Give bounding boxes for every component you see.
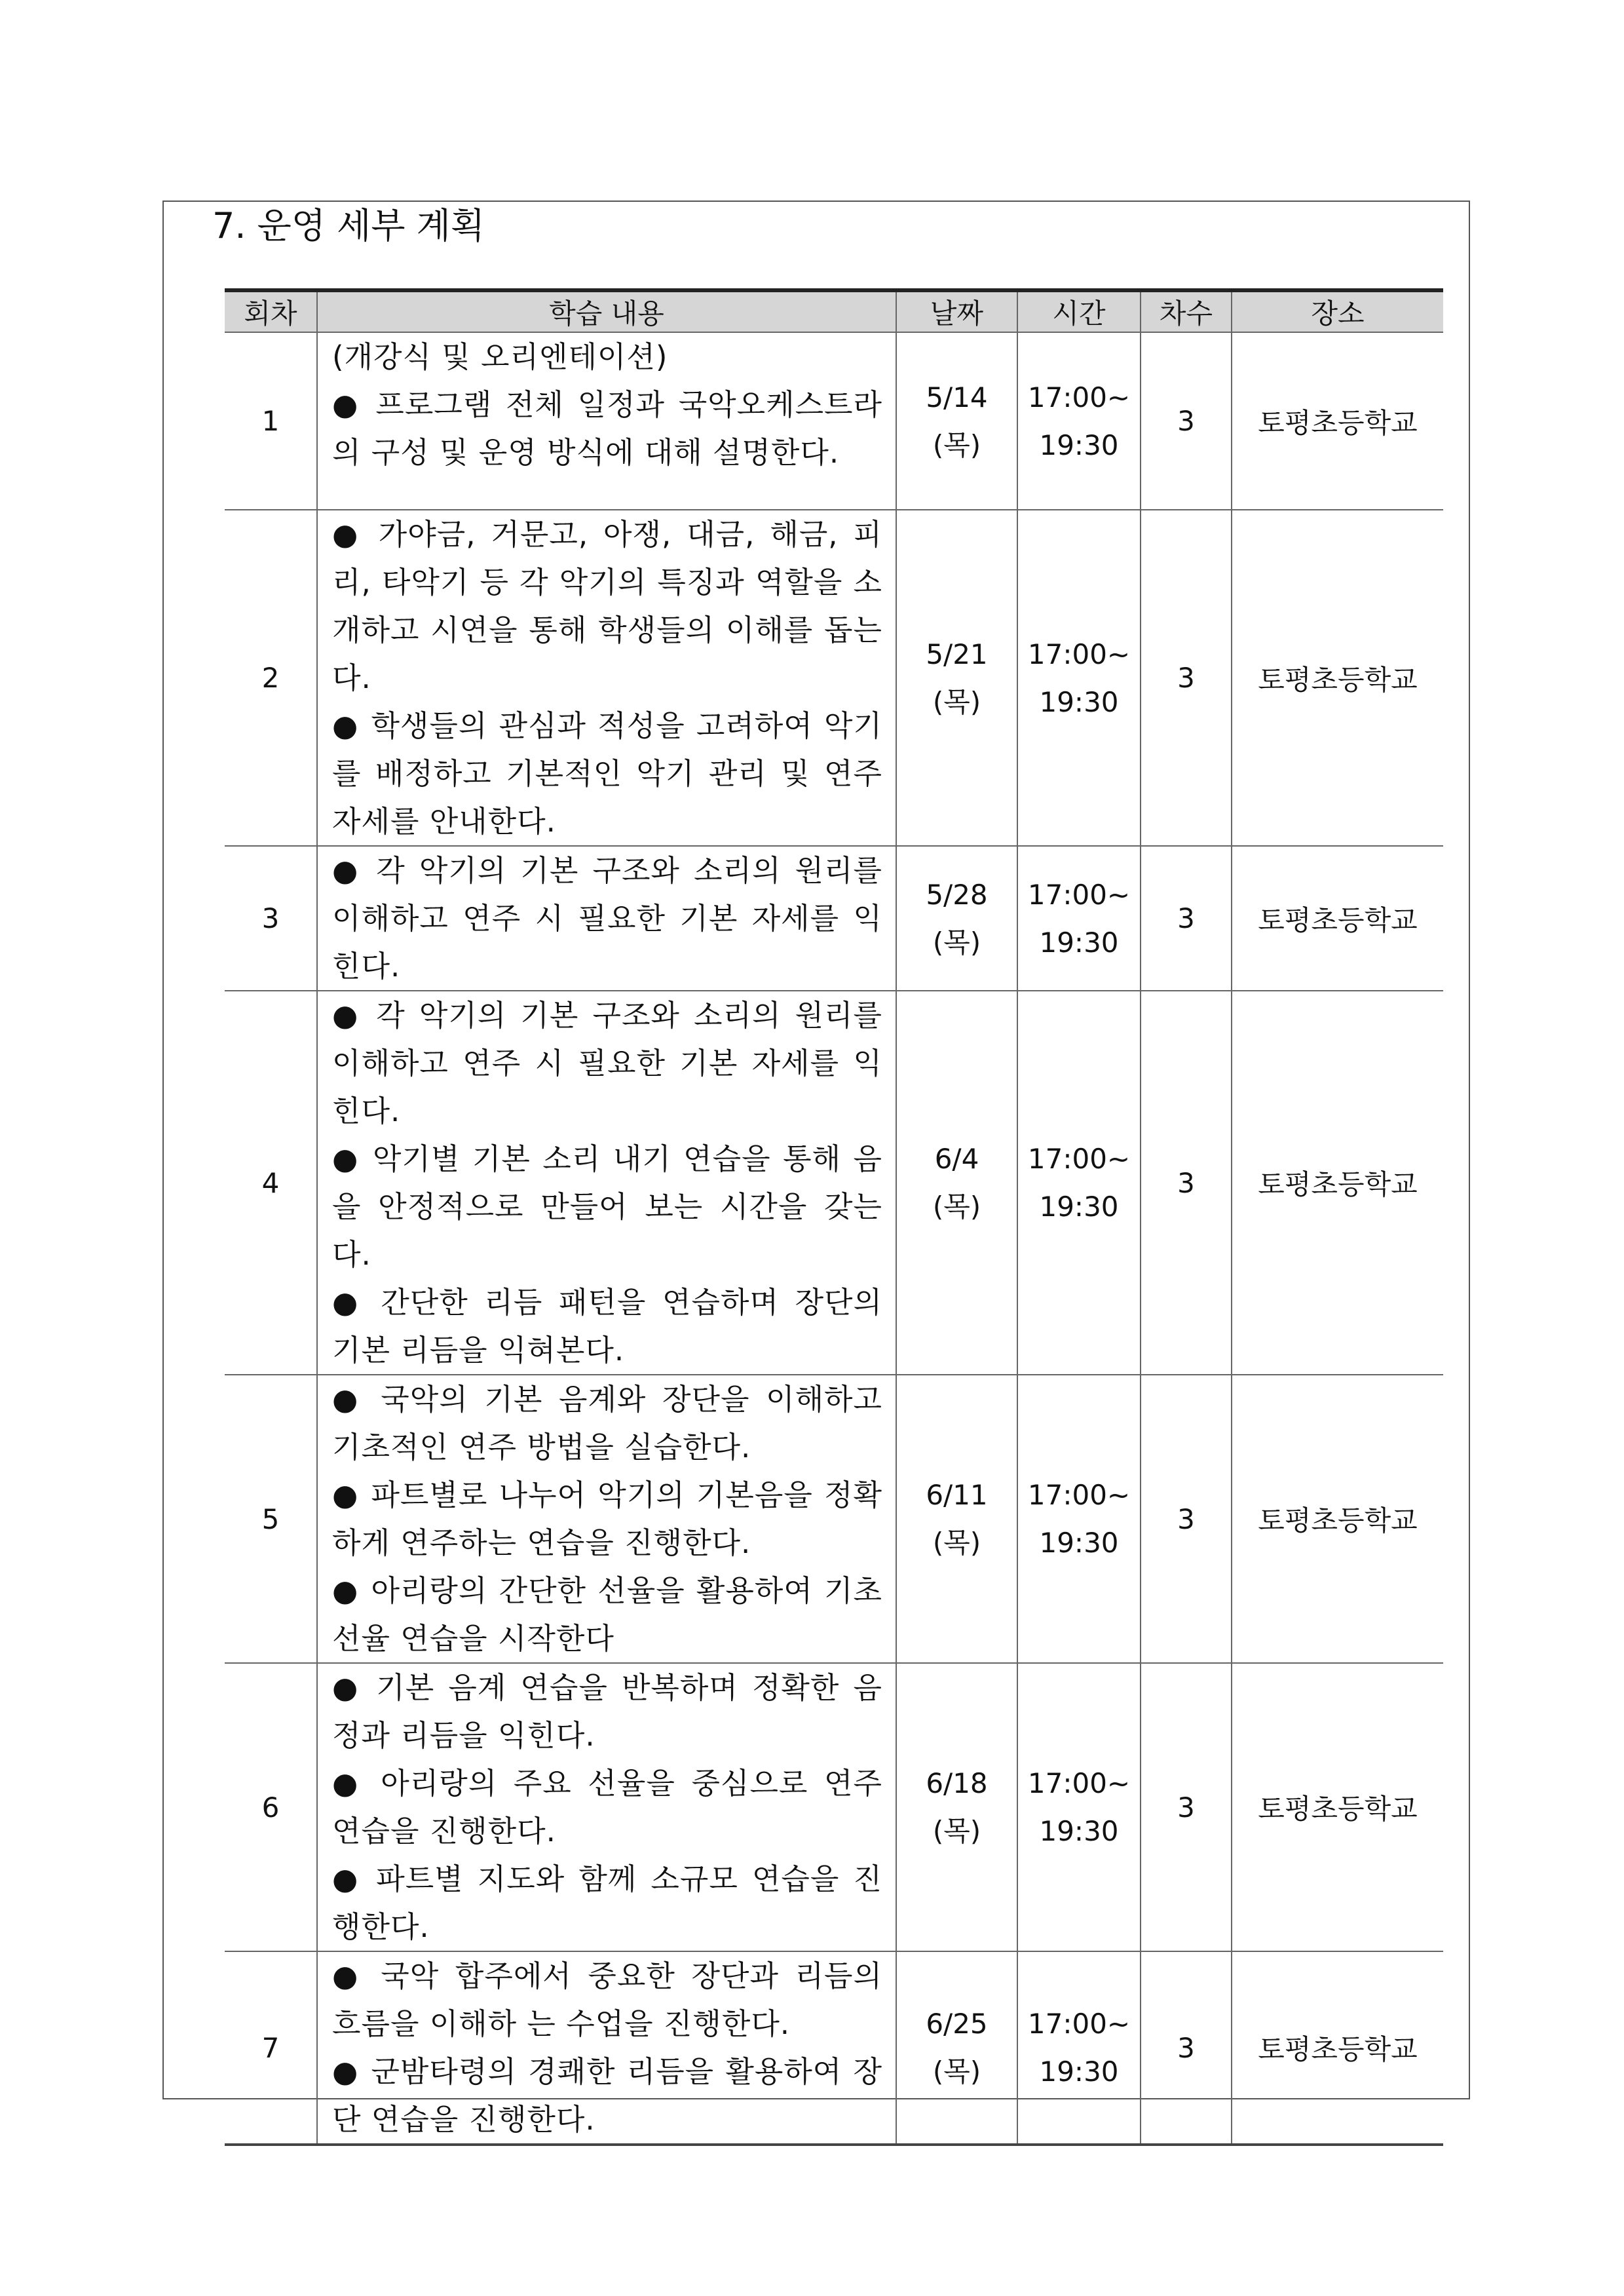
- content-cell: [317, 1951, 896, 2145]
- order-cell: 3: [1141, 1951, 1232, 2145]
- section-title: 7. 운영 세부 계획: [212, 205, 485, 246]
- time-cell: 17:00~ 19:30: [1017, 991, 1141, 1375]
- content-cell: [317, 332, 896, 510]
- content-paragraph: ● 학생들의 관심과 적성을 고려하여 악기를 배정하고 기본적인 악기 관리 및 연주 자세를 안내한다.: [332, 708, 882, 839]
- header-order: 차수: [1141, 290, 1232, 332]
- place-cell: 토평초등학교: [1232, 510, 1443, 846]
- date-cell: 6/25 (목): [896, 1951, 1017, 2145]
- session-cell: 5: [225, 1375, 317, 1663]
- place-cell: 토평초등학교: [1232, 1951, 1443, 2145]
- session-cell: 6: [225, 1663, 317, 1951]
- table-row: [225, 846, 1443, 991]
- content-paragraph: ● 파트별로 나누어 악기의 기본음을 정확하게 연주하는 연습을 진행한다.: [332, 1478, 882, 1560]
- content-paragraph: ● 국악 합주에서 중요한 장단과 리듬의 흐름을 이해하 는 수업을 진행한다.: [332, 1959, 882, 2041]
- header-place: 장소: [1232, 290, 1443, 332]
- time-cell: 17:00~ 19:30: [1017, 1375, 1141, 1663]
- content-paragraph: ● 악기별 기본 소리 내기 연습을 통해 음을 안정적으로 만들어 보는 시간을 갖는다.: [332, 1141, 882, 1272]
- table-header-row: [225, 290, 1443, 332]
- date-cell: 5/21 (목): [896, 510, 1017, 846]
- content-cell: [317, 846, 896, 991]
- content-cell: [317, 1375, 896, 1663]
- place-cell: 토평초등학교: [1232, 1375, 1443, 1663]
- order-cell: 3: [1141, 1663, 1232, 1951]
- content-paragraph: ● 기본 음계 연습을 반복하며 정확한 음정과 리듬을 익힌다.: [332, 1670, 882, 1753]
- content-cell: [317, 991, 896, 1375]
- table-row: [225, 1951, 1443, 2145]
- header-session: 회차: [225, 290, 317, 332]
- table-row: [225, 332, 1443, 510]
- order-cell: 3: [1141, 332, 1232, 510]
- place-cell: 토평초등학교: [1232, 332, 1443, 510]
- content-cell: [317, 510, 896, 846]
- place-cell: 토평초등학교: [1232, 991, 1443, 1375]
- table-row: [225, 991, 1443, 1375]
- date-cell: 6/18 (목): [896, 1663, 1017, 1951]
- order-cell: 3: [1141, 991, 1232, 1375]
- header-content: 학습 내용: [317, 290, 896, 332]
- content-paragraph: ● 각 악기의 기본 구조와 소리의 원리를 이해하고 연주 시 필요한 기본 자세를 익힌다.: [332, 853, 882, 984]
- order-cell: 3: [1141, 1375, 1232, 1663]
- content-paragraph: ● 프로그램 전체 일정과 국악오케스트라의 구성 및 운영 방식에 대해 설명한다.: [332, 387, 882, 470]
- date-cell: 5/14 (목): [896, 332, 1017, 510]
- time-cell: 17:00~ 19:30: [1017, 510, 1141, 846]
- content-paragraph: ● 아리랑의 간단한 선율을 활용하여 기초 선율 연습을 시작한다: [332, 1573, 882, 1656]
- date-cell: 6/11 (목): [896, 1375, 1017, 1663]
- content-paragraph: ● 가야금, 거문고, 아쟁, 대금, 해금, 피리, 타악기 등 각 악기의 특징과 역할을 소개하고 시연을 통해 학생들의 이해를 돕는다.: [332, 517, 882, 695]
- place-cell: 토평초등학교: [1232, 846, 1443, 991]
- session-cell: 2: [225, 510, 317, 846]
- time-cell: 17:00~ 19:30: [1017, 332, 1141, 510]
- content-paragraph: ● 군밤타령의 경쾌한 리듬을 활용하여 장단 연습을 진행한다.: [332, 2054, 882, 2137]
- session-cell: 4: [225, 991, 317, 1375]
- place-cell: 토평초등학교: [1232, 1663, 1443, 1951]
- order-cell: 3: [1141, 510, 1232, 846]
- content-paragraph: ● 국악의 기본 음계와 장단을 이해하고 기초적인 연주 방법을 실습한다.: [332, 1382, 882, 1464]
- time-cell: 17:00~ 19:30: [1017, 1951, 1141, 2145]
- table-row: [225, 510, 1443, 846]
- content-cell: [317, 1663, 896, 1951]
- content-paragraph: ● 아리랑의 주요 선율을 중심으로 연주 연습을 진행한다.: [332, 1766, 882, 1848]
- content-paragraph: (개강식 및 오리엔테이션): [332, 339, 668, 374]
- order-cell: 3: [1141, 846, 1232, 991]
- date-cell: 5/28 (목): [896, 846, 1017, 991]
- table-row: [225, 1375, 1443, 1663]
- header-time: 시간: [1017, 290, 1141, 332]
- table-row: [225, 1663, 1443, 1951]
- session-cell: 7: [225, 1951, 317, 2145]
- time-cell: 17:00~ 19:30: [1017, 1663, 1141, 1951]
- date-cell: 6/4 (목): [896, 991, 1017, 1375]
- time-cell: 17:00~ 19:30: [1017, 846, 1141, 991]
- content-paragraph: ● 간단한 리듬 패턴을 연습하며 장단의 기본 리듬을 익혀본다.: [332, 1285, 882, 1368]
- content-paragraph: ● 파트별 지도와 함께 소규모 연습을 진행한다.: [332, 1862, 882, 1944]
- session-cell: 3: [225, 846, 317, 991]
- header-date: 날짜: [896, 290, 1017, 332]
- schedule-table: [225, 288, 1443, 2146]
- content-paragraph: ● 각 악기의 기본 구조와 소리의 원리를 이해하고 연주 시 필요한 기본 자세를 익힌다.: [332, 998, 882, 1128]
- session-cell: 1: [225, 332, 317, 510]
